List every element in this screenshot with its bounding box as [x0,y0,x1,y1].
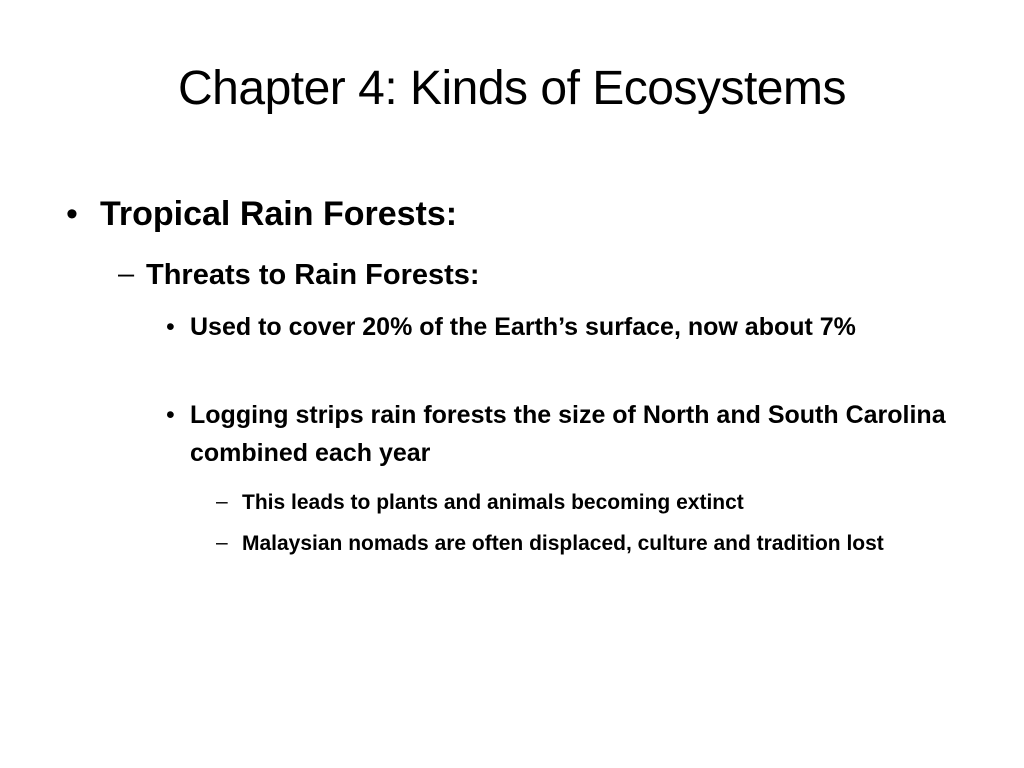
bullet-logging-strips [166,396,960,472]
bullet-text: Tropical Rain Forests: [100,195,458,233]
bullet-text: Logging strips rain forests the size of North and South Carolina combined each year [190,401,946,467]
bullet-marker: • [166,313,175,341]
subbullet-extinction [216,485,972,520]
slide-title: Chapter 4: Kinds of Ecosystems [178,62,846,115]
subbullet-malaysian-nomads [216,526,972,561]
bullet-marker: • [166,401,175,429]
subbullet-text: This leads to plants and animals becoming extinct [242,491,744,514]
bullet-used-to-cover [166,308,960,346]
dash-marker: – [216,531,228,554]
dash-marker: – [216,490,228,513]
subbullet-text: Threats to Rain Forests: [146,259,480,291]
bullet-marker: • [66,195,78,233]
subbullet-threats-to-rain-forests [118,257,986,293]
bullet-text: Used to cover 20% of the Earth’s surface, now about 7% [190,313,856,341]
dash-marker: – [118,258,135,290]
subbullet-text: Malaysian nomads are often displaced, culture and tradition lost [242,532,884,555]
bullet-tropical-rain-forests [66,194,980,234]
